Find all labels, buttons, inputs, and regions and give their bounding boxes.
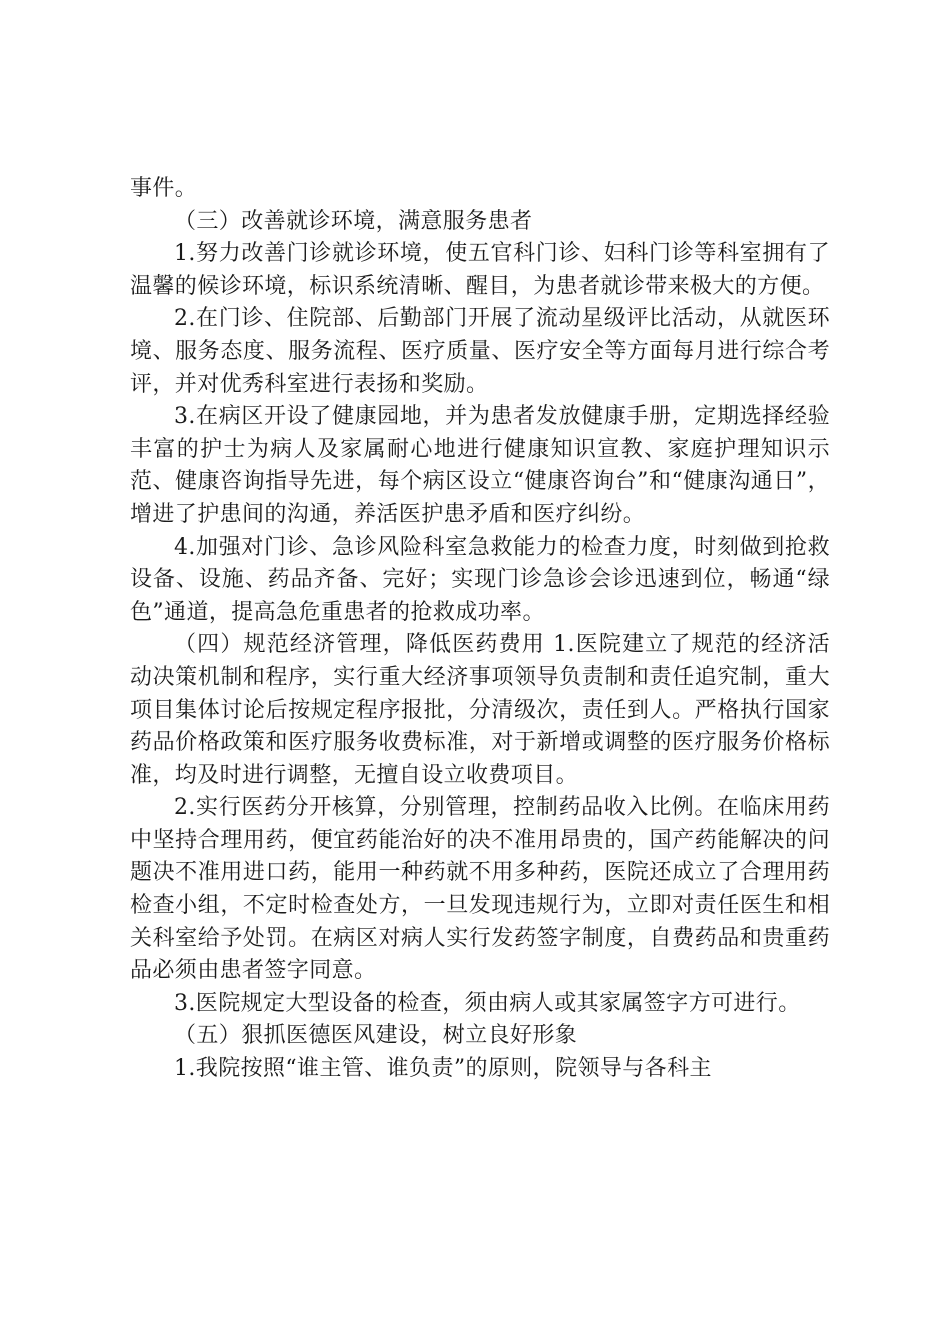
paragraph-item: 2.实行医药分开核算，分别管理，控制药品收入比例。在临床用药中坚持合理用药，便宜药能治好的决不准用昂贵的，国产药能解决的问题决不准用进口药，能用一种药就不用多种药，医院还成立了合理用药检查小组，不定时检查处方，一旦发现违规行为，立即对责任医生和相关科室给予处罚。在病区对病人实行发药签字制度，自费药品和贵重药品必须由患者签字同意。 [130, 795, 830, 984]
section-heading-3: （三）改善就诊环境，满意服务患者 [174, 208, 533, 234]
paragraph-item: 4.加强对门诊、急诊风险科室急救能力的检查力度，时刻做到抢救设备、设施、药品齐备、完好；实现门诊急诊会诊迅速到位，畅通“绿色”通道，提高急危重患者的抢救成功率。 [130, 534, 830, 625]
section-heading-4: （四）规范经济管理，降低医药费用 1.医院建立了规范的经济活动决策机制和程序，实行重大经济事项领导负责制和责任追究制，重大项目集体讨论后按规定程序报批，分清级次，责任到人。严格执行国家药品价格政策和医疗服务收费标准，对于新增或调整的医疗服务价格标准，均及时进行调整，无擅自设立收费项目。 [130, 632, 830, 788]
paragraph-item: 1.我院按照“谁主管、谁负责”的原则，院领导与各科主 [174, 1056, 712, 1082]
paragraph-item: 3.在病区开设了健康园地，并为患者发放健康手册，定期选择经验丰富的护士为病人及家属耐心地进行健康知识宣教、家庭护理知识示范、健康咨询指导先进，每个病区设立“健康咨询台”和“健康沟通日”，增进了护患间的沟通，养活医护患矛盾和医疗纠纷。 [130, 404, 830, 527]
paragraph-item: 1.努力改善门诊就诊环境，使五官科门诊、妇科门诊等科室拥有了温馨的候诊环境，标识系统清晰、醒目，为患者就诊带来极大的方便。 [130, 241, 830, 299]
paragraph-continuation: 事件。 [130, 176, 198, 201]
document-body [130, 173, 830, 1086]
paragraph-item: 2.在门诊、住院部、后勤部门开展了流动星级评比活动，从就医环境、服务态度、服务流程、医疗质量、医疗安全等方面每月进行综合考评，并对优秀科室进行表扬和奖励。 [130, 306, 830, 397]
section-heading-5: （五）狠抓医德医风建设，树立良好形象 [174, 1023, 578, 1049]
paragraph-item: 3.医院规定大型设备的检查，须由病人或其家属签字方可进行。 [174, 990, 801, 1016]
